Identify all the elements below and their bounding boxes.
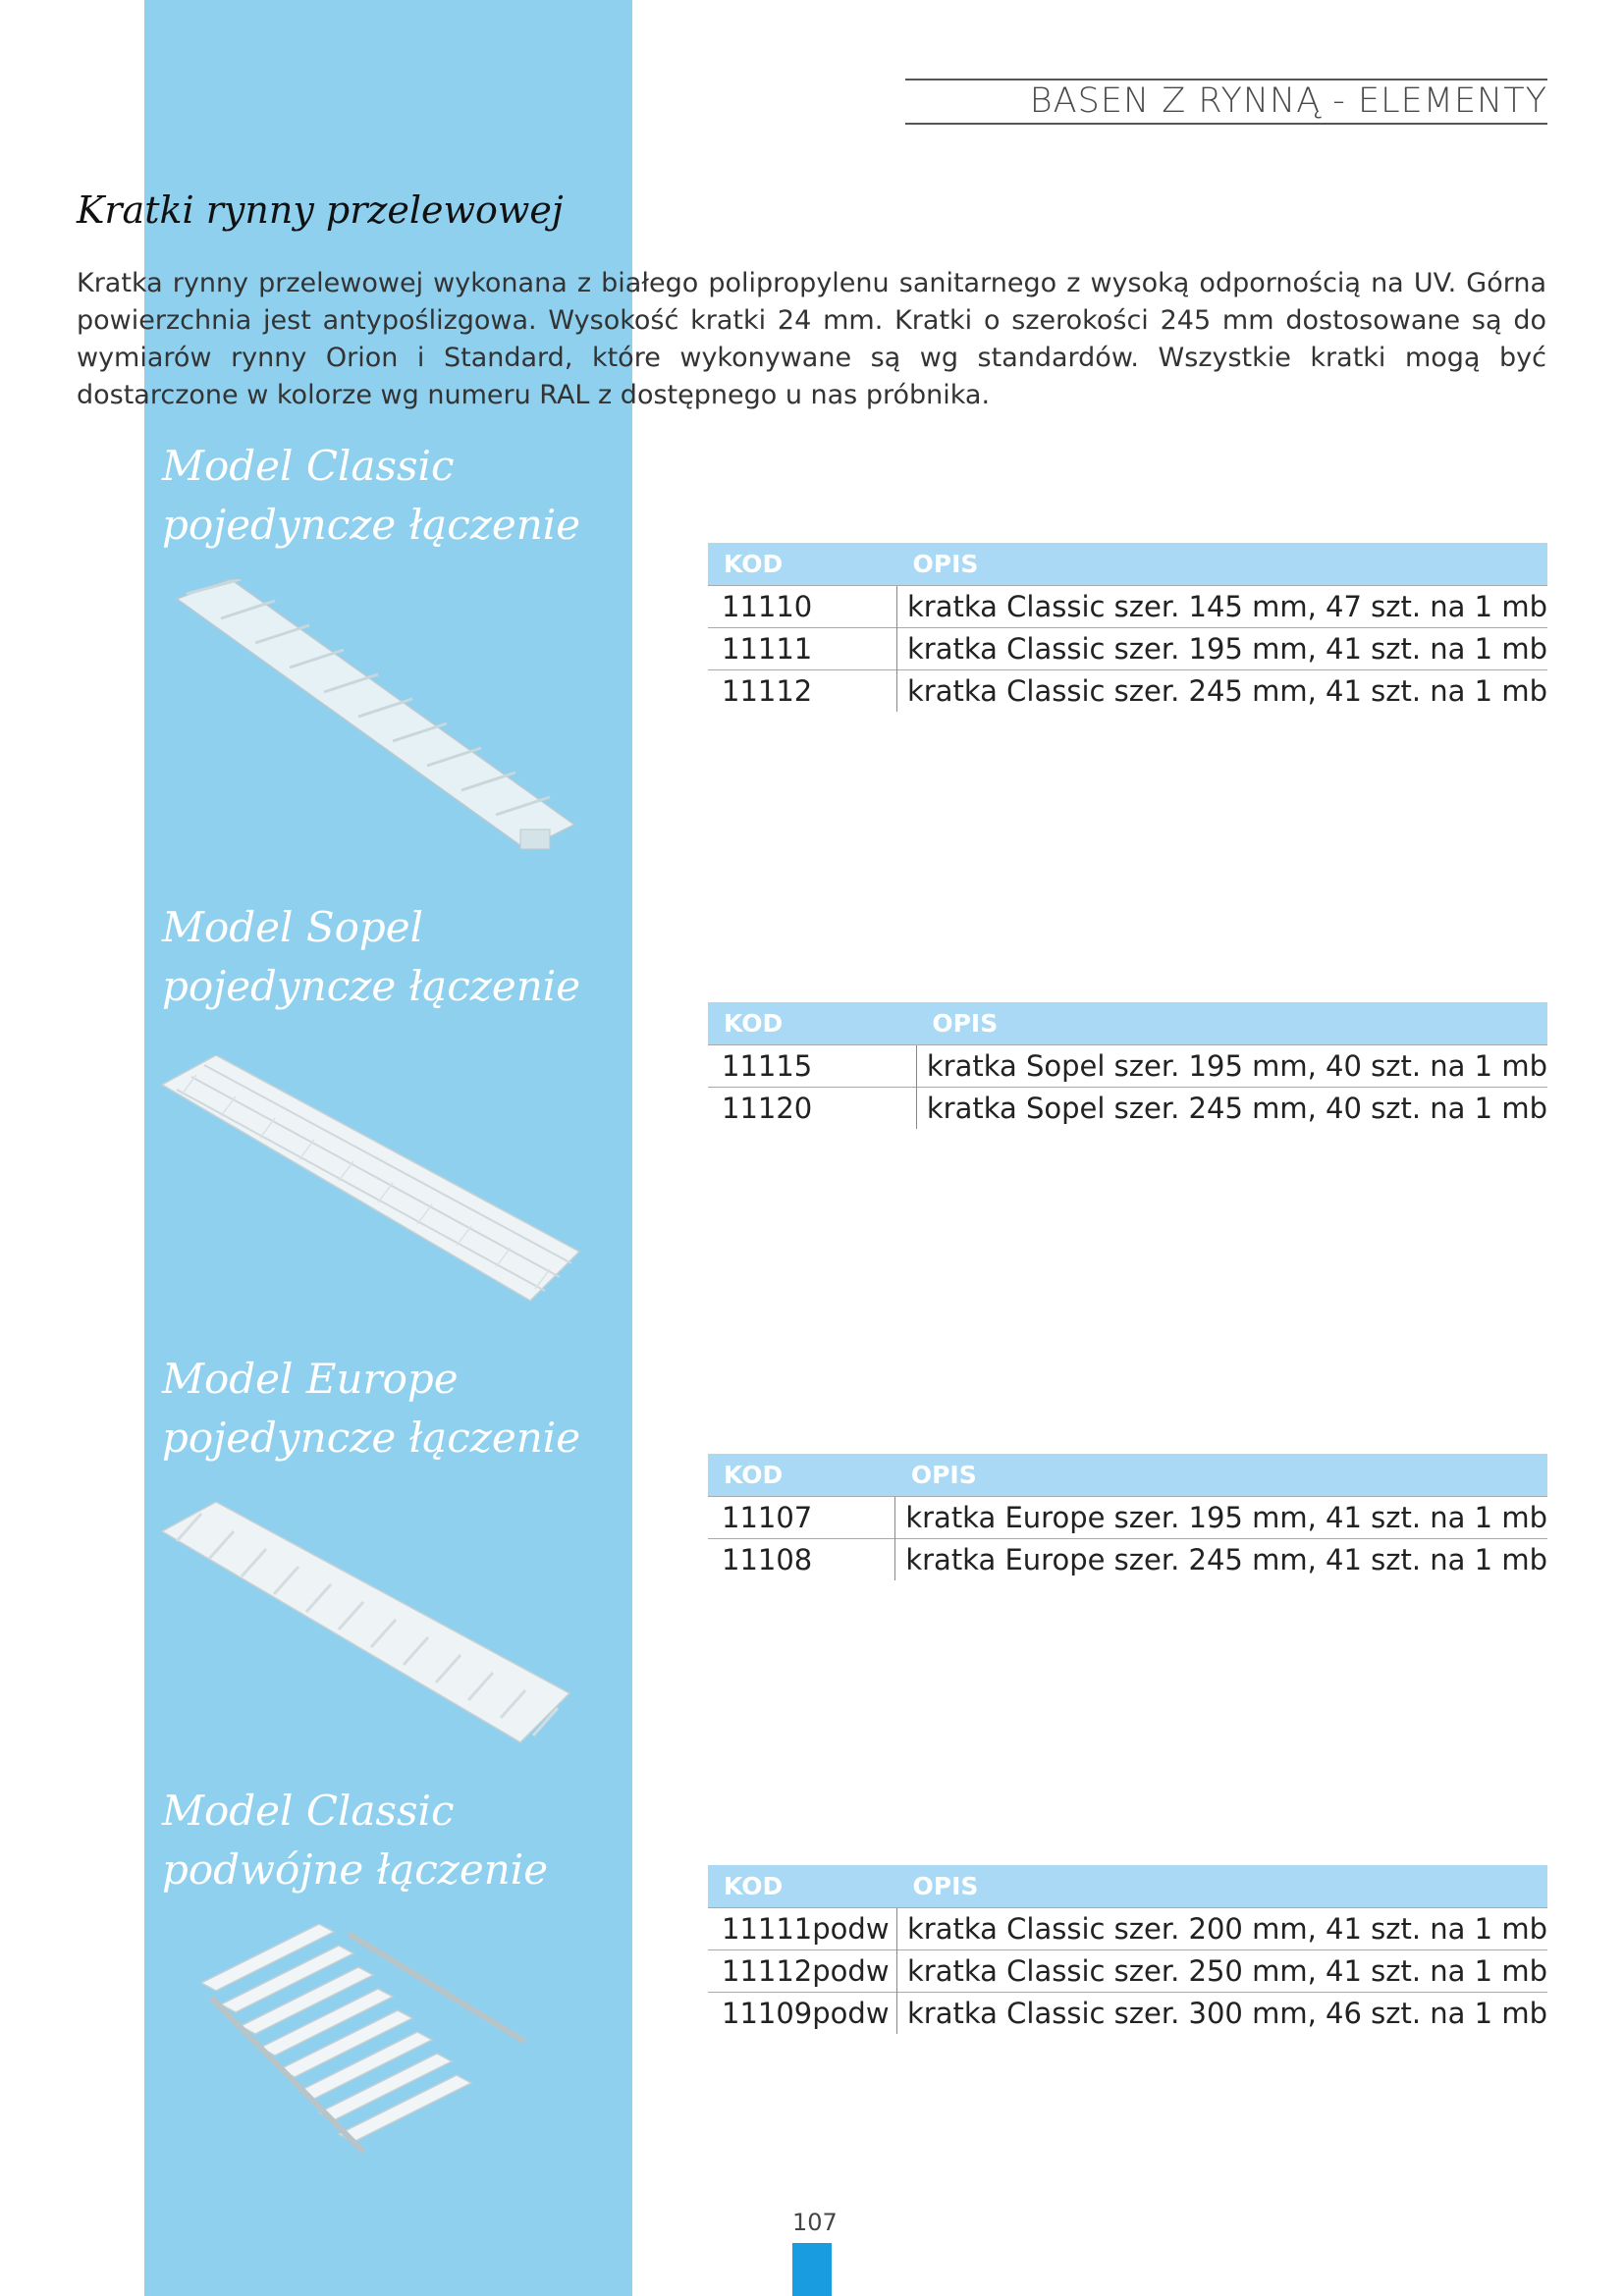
intro-paragraph: Kratka rynny przelewowej wykonana z białego polipropylenu sanitarnego z wysoką odpornością na UV. Górna powierzchnia jest antypoślizgowa. Wysokość kratki 24 mm. Kratki o szerokości 245 mm dostosowane są do wymiarów rynny Orion i Standard, które wykonywane są wg standardów. Wszystkie kratki mogą być dostarczone w kolorze wg numeru RAL z dostępnego u nas próbnika. <box>77 268 1546 410</box>
opis-cell: kratka Sopel szer. 195 mm, 40 szt. na 1 mb <box>916 1045 1547 1088</box>
opis-cell: kratka Classic szer. 195 mm, 41 szt. na 1 mb <box>897 628 1547 670</box>
column-kod: KOD <box>708 1002 916 1045</box>
model-name: Model Sopel <box>162 903 424 951</box>
kod-cell: 11108 <box>708 1539 895 1581</box>
column-opis: OPIS <box>897 1865 1547 1908</box>
opis-cell: kratka Classic szer. 200 mm, 41 szt. na 1 mb <box>897 1908 1547 1950</box>
page-tab-marker <box>792 2243 832 2296</box>
model-subtitle: pojedyncze łączenie <box>162 962 581 1010</box>
kod-cell: 11111podw <box>708 1908 897 1950</box>
table-row <box>708 1950 1547 1993</box>
model-subtitle: podwójne łączenie <box>162 1845 549 1894</box>
kod-cell: 11120 <box>708 1088 916 1130</box>
column-kod: KOD <box>708 543 897 586</box>
table-row <box>708 1908 1547 1950</box>
table-header-row <box>708 1454 1547 1497</box>
model-name: Model Classic <box>162 1787 455 1835</box>
model-title-classic-double <box>162 1782 548 1899</box>
table-header-row <box>708 1865 1547 1908</box>
column-kod: KOD <box>708 1865 897 1908</box>
codes-table-classic-double <box>708 1865 1547 2034</box>
grate-classic-double-image <box>201 1924 535 2160</box>
model-name: Model Europe <box>162 1355 459 1403</box>
kod-cell: 11111 <box>708 628 897 670</box>
table-row <box>708 586 1547 628</box>
table-header-row <box>708 1002 1547 1045</box>
column-opis: OPIS <box>895 1454 1547 1497</box>
column-opis: OPIS <box>897 543 1547 586</box>
model-title-classic-single <box>162 437 580 555</box>
kod-cell: 11115 <box>708 1045 916 1088</box>
column-opis: OPIS <box>916 1002 1547 1045</box>
table-row <box>708 1088 1547 1130</box>
kod-cell: 11110 <box>708 586 897 628</box>
model-title-europe-single <box>162 1350 580 1468</box>
grate-sopel-single-image <box>157 1055 589 1310</box>
model-title-sopel-single <box>162 898 580 1016</box>
opis-cell: kratka Classic szer. 300 mm, 46 szt. na 1 mb <box>897 1993 1547 2035</box>
model-subtitle: pojedyncze łączenie <box>162 501 581 549</box>
opis-cell: kratka Classic szer. 145 mm, 47 szt. na 1 mb <box>897 586 1547 628</box>
table-row <box>708 1539 1547 1581</box>
opis-cell: kratka Europe szer. 245 mm, 41 szt. na 1 mb <box>895 1539 1547 1581</box>
codes-table-europe-single <box>708 1454 1547 1580</box>
table-header-row <box>708 543 1547 586</box>
column-kod: KOD <box>708 1454 895 1497</box>
kod-cell: 11109podw <box>708 1993 897 2035</box>
opis-cell: kratka Sopel szer. 245 mm, 40 szt. na 1 mb <box>916 1088 1547 1130</box>
opis-cell: kratka Classic szer. 245 mm, 41 szt. na 1 mb <box>897 670 1547 713</box>
model-subtitle: pojedyncze łączenie <box>162 1414 581 1462</box>
grate-classic-single-image <box>172 579 584 864</box>
model-name: Model Classic <box>162 442 455 490</box>
section-title: Kratki rynny przelewowej <box>77 188 564 232</box>
opis-cell: kratka Europe szer. 195 mm, 41 szt. na 1 mb <box>895 1497 1547 1539</box>
grate-europe-single-image <box>157 1502 579 1752</box>
kod-cell: 11112podw <box>708 1950 897 1993</box>
kod-cell: 11107 <box>708 1497 895 1539</box>
kod-cell: 11112 <box>708 670 897 713</box>
header-rule-bottom <box>905 123 1547 125</box>
page-header-title: BASEN Z RYNNĄ - ELEMENTY <box>1029 81 1547 121</box>
opis-cell: kratka Classic szer. 250 mm, 41 szt. na 1 mb <box>897 1950 1547 1993</box>
table-row <box>708 1497 1547 1539</box>
codes-table-classic-single <box>708 543 1547 712</box>
page-number: 107 <box>792 2209 838 2236</box>
table-row <box>708 1045 1547 1088</box>
codes-table-sopel-single <box>708 1002 1547 1129</box>
table-row <box>708 670 1547 713</box>
table-row <box>708 628 1547 670</box>
table-row <box>708 1993 1547 2035</box>
